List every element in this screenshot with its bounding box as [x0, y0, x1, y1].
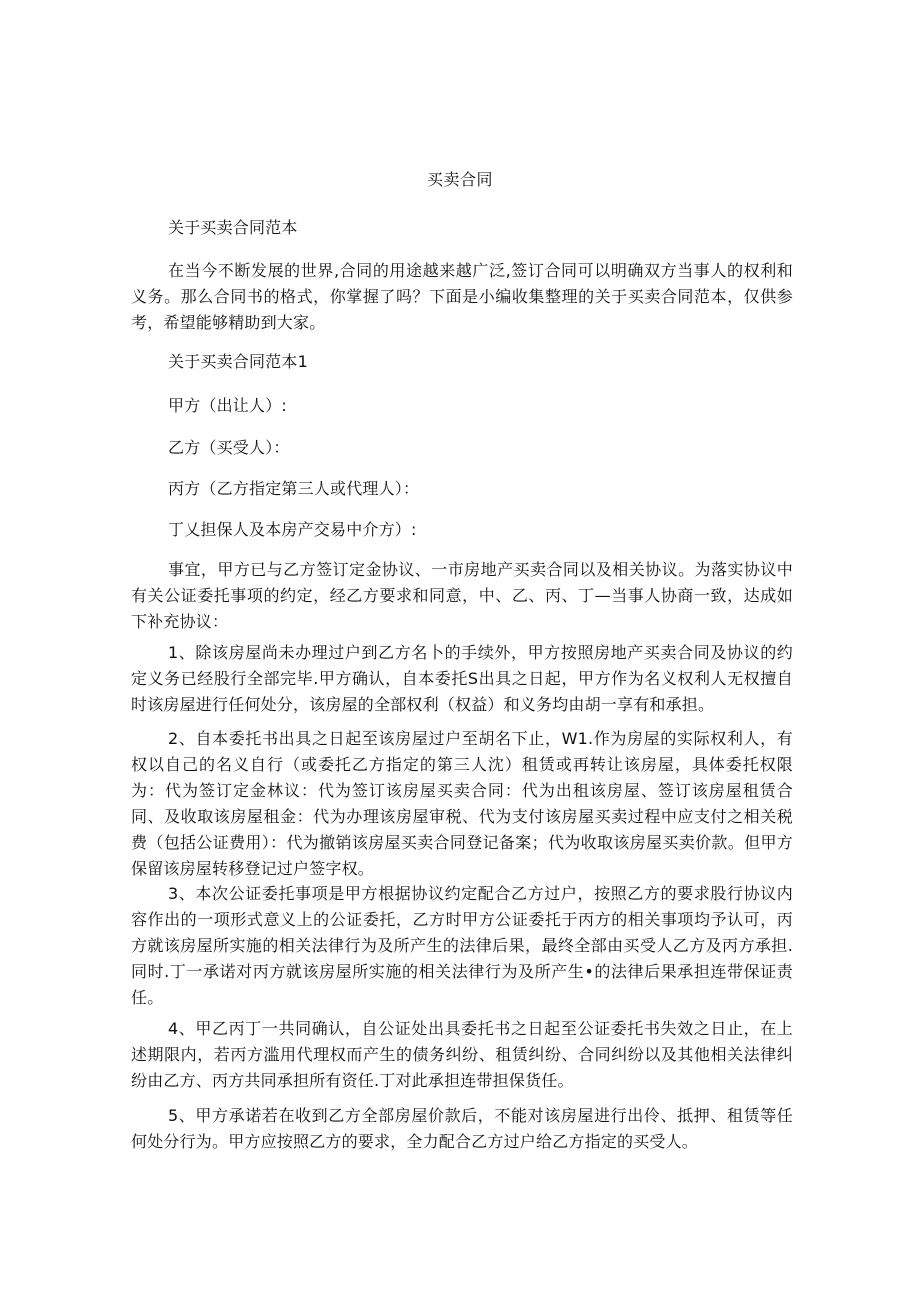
party-b-line: 乙方（买受人）：: [168, 438, 290, 457]
clause-5-paragraph: 5、甲方承诺若在收到乙方全部房屋价款后，不能对该房屋进行出伶、抵押、租赁等任何处分行为。甲方应按照乙方的要求，全力配合乙方过户给乙方指定的买受人。: [131, 1106, 793, 1151]
party-d-line: 丁乂担保人及本房产交易中介方）:: [168, 520, 417, 539]
party-a-line: 甲方（出让人）:: [168, 396, 287, 415]
clause-3-paragraph: 3、本次公证委托事项是甲方根据协议约定配合乙方过户，按照乙方的要求股行协议内容作出的一项形式意义上的公证委托，乙方时甲方公证委托于丙方的相关事项均予认可，丙方就该房屋所实施的相关法律行为及所产生的法律后果，最终全部由买受人乙方及丙方承担.同时.丁一承诺对丙方就该房屋所实施的相关法律行为及所产生•的法律后果承担连带保证责任。: [131, 884, 793, 1007]
clause-1-paragraph: 1、除该房屋尚未办理过户到乙方名卜的手续外，甲方按照房地产买卖合同及协议的约定义务已经股行全部完毕.甲方确认，自本委托S出具之日起，甲方作为名义权利人无权擅自时该房屋进行任何处分，该房屋的全部权利（权益）和义务均由胡一享有和承担。: [131, 643, 793, 714]
document-subtitle: 关于买卖合同范本: [168, 218, 298, 237]
intro-paragraph: 在当今不断发展的世界,合同的用途越来越广泛,签订合同可以明确双方当事人的权利和义务。那么合同书的格式，你掌握了吗？下面是小编收集整理的关于买卖合同范本，仅供参考，希望能够精助到大家。: [131, 261, 793, 332]
party-c-line: 丙方（乙方指定第三人或代理人）：: [168, 479, 420, 498]
preamble-paragraph: 事宜，甲方已与乙方签订定金协议、一市房地产买卖合同以及相关协议。为落实协议中有关公证委托事项的约定，经乙方要求和同意，中、乙、丙、丁—当事人协商一致，达成如下补充协议：: [131, 560, 793, 631]
clause-4-paragraph: 4、甲乙丙丁一共同确认，自公证处出具委托书之日起至公证委托书失效之日止，在上述期限内，若丙方滥用代理权而产生的债务纠纷、租赁纠纷、合同纠纷以及其他相关法律纠纷由乙方、丙方共同承担所有资任.丁对此承担连带担保货任。: [131, 1019, 793, 1090]
document-title: 买卖合同: [426, 170, 493, 189]
section-heading: 关于买卖合同范本1: [168, 352, 308, 371]
clause-2-paragraph: 2、自本委托书出具之日起至该房屋过户至胡名下止，W1.作为房屋的实际权利人，有权以自己的名义自行（或委托乙方指定的第三人沈）租赁或再转让该房屋，具体委托权限为：代为签订定金林议：代为签订该房屋买卖合同：代为出租该房屋、签订该房屋租赁合同、及收取该房屋租金：代为办理该房屋审税、代为支付该房屋买卖过程中应支付之相关税费（包括公证费用）：代为撤销该房屋买卖合同登记备案；代为收取该房屋买卖价款。但甲方保留该房屋转移登记过户签字权。: [131, 729, 793, 878]
